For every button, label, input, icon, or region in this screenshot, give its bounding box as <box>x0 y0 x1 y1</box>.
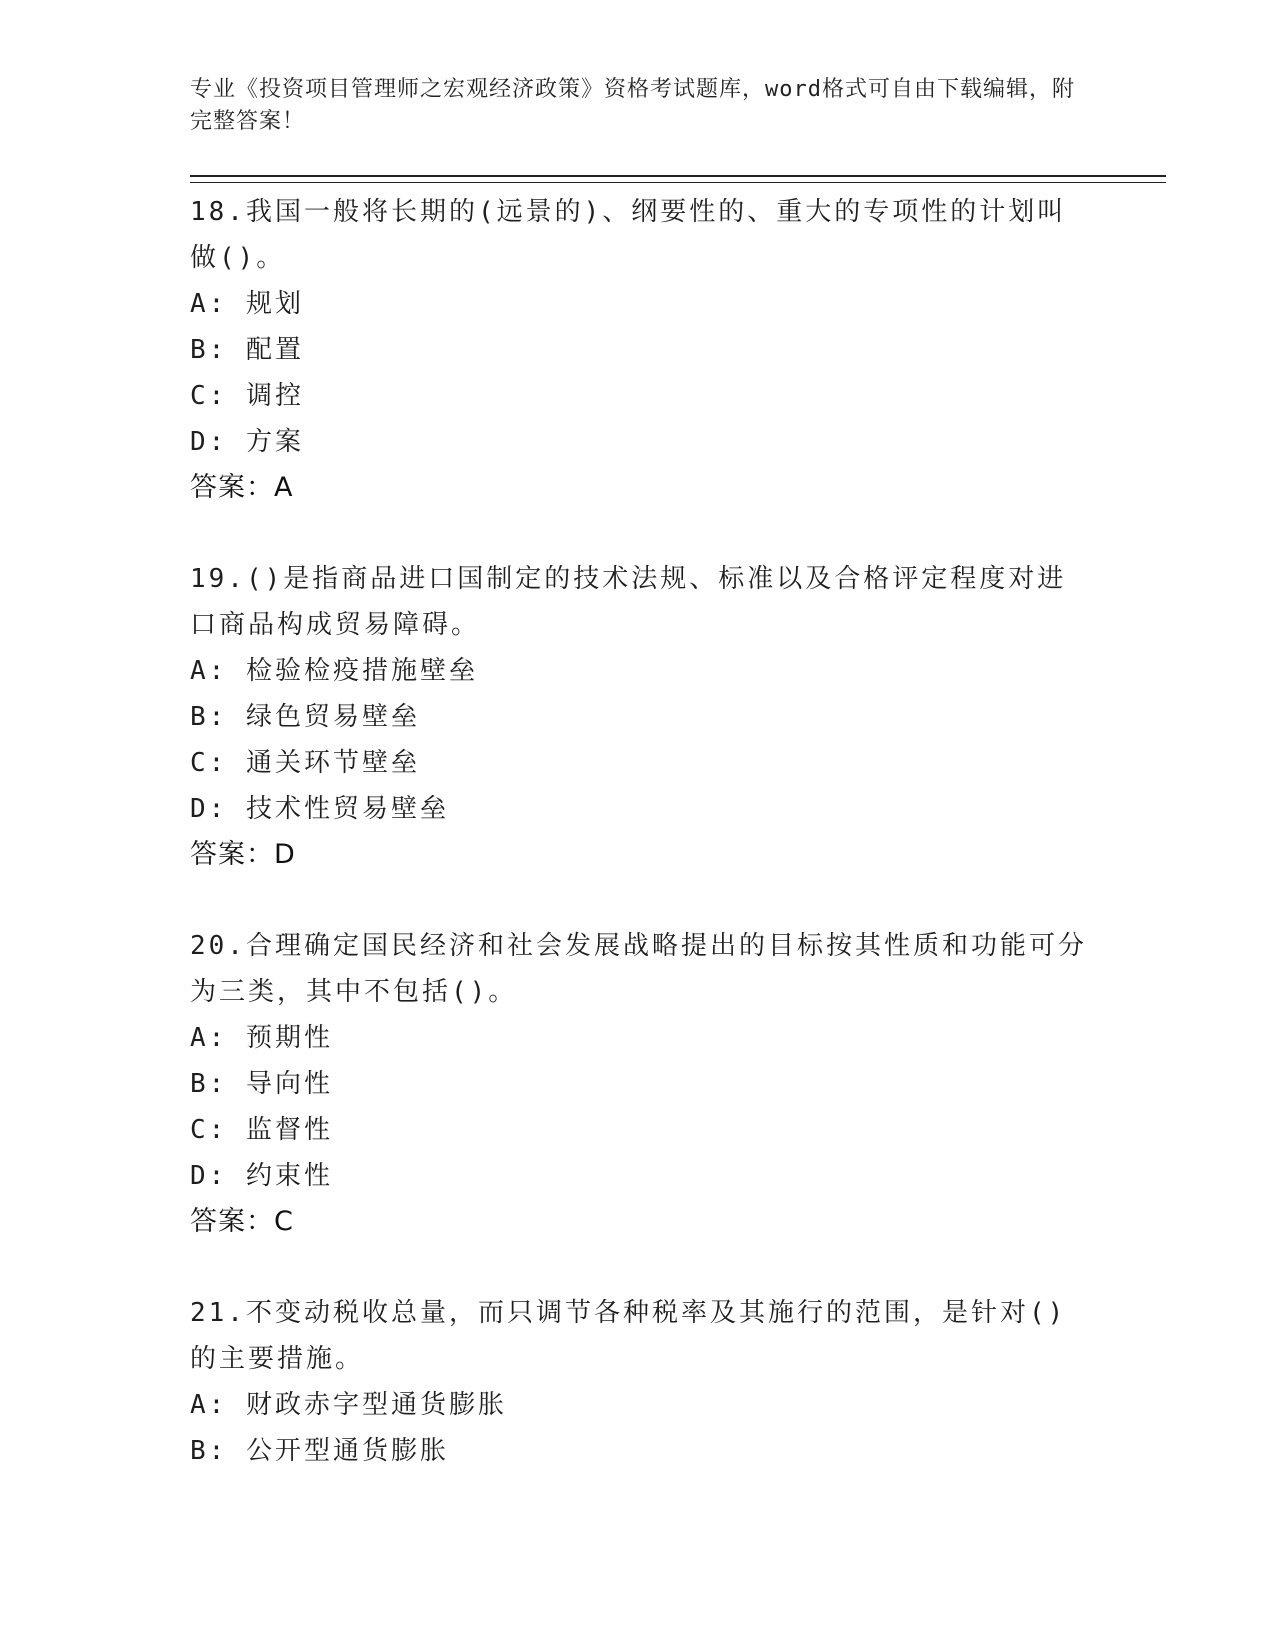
question-stem: 19.()是指商品进口国制定的技术法规、标准以及合格评定程度对进口商品构成贸易障碍。 <box>190 564 1067 640</box>
header-divider-thin <box>190 182 1166 183</box>
option-a: A: 预期性 <box>190 1023 333 1053</box>
option-d: D: 方案 <box>190 427 304 457</box>
option-a: A: 检验检疫措施壁垒 <box>190 656 478 686</box>
option-c: C: 通关环节壁垒 <box>190 748 420 778</box>
question-stem: 21.不变动税收总量，而只调节各种税率及其施行的范围，是针对()的主要措施。 <box>190 1298 1067 1374</box>
answer: 答案：D <box>190 839 296 870</box>
option-c: C: 调控 <box>190 381 304 411</box>
header-divider <box>190 175 1166 177</box>
option-a: A: 规划 <box>190 289 304 319</box>
option-b: B: 绿色贸易壁垒 <box>190 702 420 732</box>
option-a: A: 财政赤字型通货膨胀 <box>190 1390 507 1420</box>
answer: 答案：A <box>190 472 294 503</box>
question-stem: 18.我国一般将长期的(远景的)、纲要性的、重大的专项性的计划叫做()。 <box>190 197 1067 273</box>
option-d: D: 约束性 <box>190 1161 333 1191</box>
option-b: B: 公开型通货膨胀 <box>190 1436 449 1466</box>
question-18 <box>190 189 1090 511</box>
answer: 答案：C <box>190 1206 294 1237</box>
question-20 <box>190 923 1090 1245</box>
question-21 <box>190 1290 1090 1474</box>
question-19 <box>190 556 1090 878</box>
option-b: B: 导向性 <box>190 1069 333 1099</box>
option-c: C: 监督性 <box>190 1115 333 1145</box>
question-stem: 20.合理确定国民经济和社会发展战略提出的目标按其性质和功能可分为三类，其中不包括()。 <box>190 931 1087 1007</box>
option-b: B: 配置 <box>190 335 304 365</box>
option-d: D: 技术性贸易壁垒 <box>190 794 449 824</box>
document-header: 专业《投资项目管理师之宏观经济政策》资格考试题库，word格式可自由下载编辑，附完整答案！ <box>190 77 1075 134</box>
